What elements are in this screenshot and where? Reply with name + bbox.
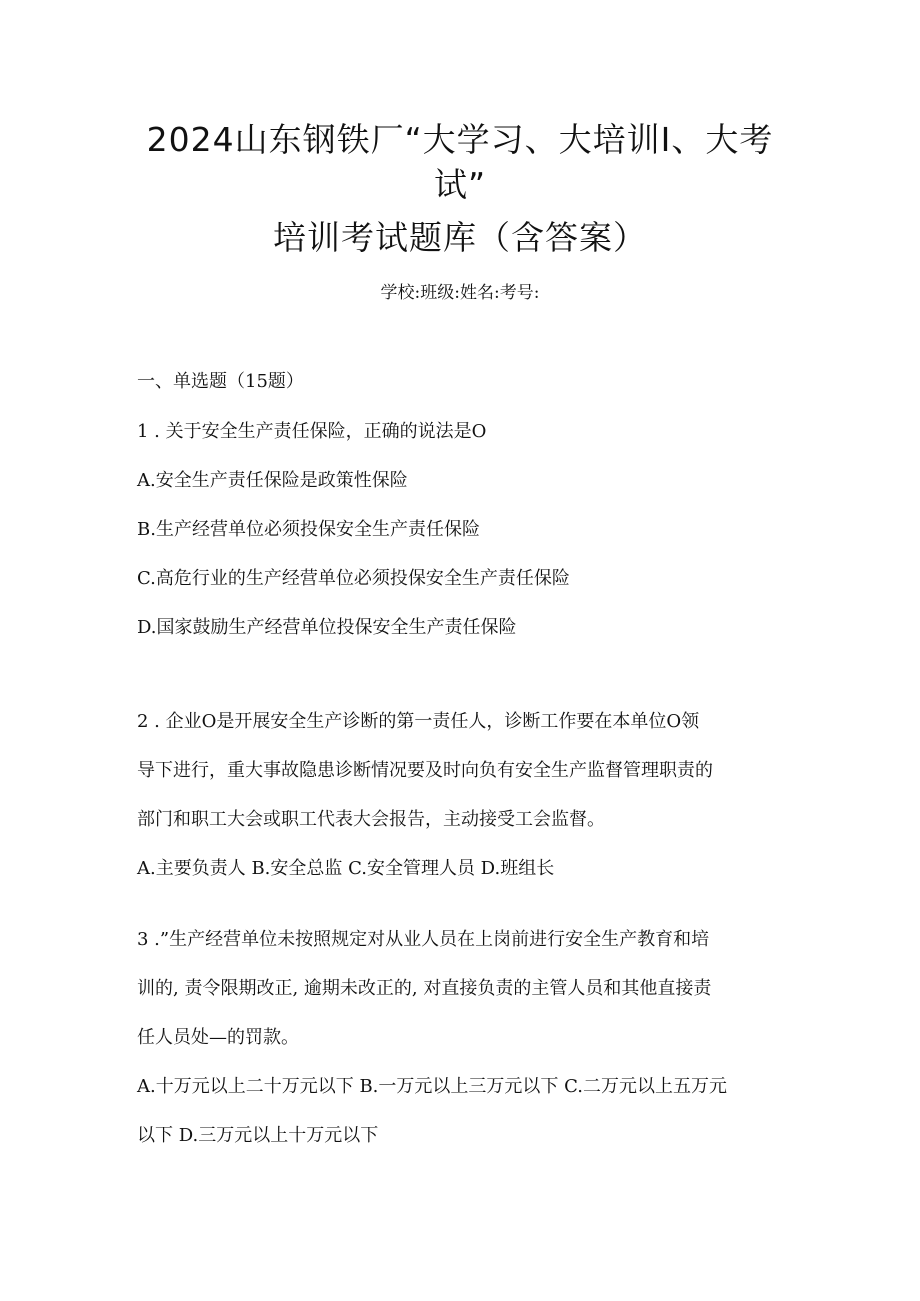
question-2-stem-line-3: 部门和职工大会或职工代表大会报告，主动接受工会监督。 [137, 809, 605, 830]
question-1-option-c: C.高危行业的生产经营单位必须投保安全生产责任保险 [137, 568, 570, 589]
question-3-stem-line-1: 3 .”生产经营单位未按照规定对从业人员在上岗前进行安全生产教育和培 [137, 929, 710, 950]
question-1-option-a: A.安全生产责任保险是政策性保险 [137, 470, 408, 491]
question-1-option-d: D.国家鼓励生产经营单位投保安全生产责任保险 [137, 617, 517, 638]
question-3-options-line-1: A.十万元以上二十万元以下 B.一万元以上三万元以下 C.二万元以上五万元 [137, 1076, 727, 1097]
question-1-stem: 1 . 关于安全生产责任保险，正确的说法是O [137, 421, 487, 442]
question-2-options: A.主要负责人 B.安全总监 C.安全管理人员 D.班组长 [137, 858, 555, 879]
document-title-line-3: 培训考试题库（含答案） [273, 218, 647, 257]
question-3-options-line-2: 以下 D.三万元以上十万元以下 [137, 1125, 379, 1146]
question-2-stem-line-1: 2 . 企业O是开展安全生产诊断的第一责任人，诊断工作要在本单位O领 [137, 711, 700, 732]
question-1-option-b: B.生产经营单位必须投保安全生产责任保险 [137, 519, 480, 540]
document-title-line-1: 2024山东钢铁厂“大学习、大培训I、大考 [146, 120, 774, 159]
document-title-line-2: 试” [433, 165, 487, 204]
student-info-line: 学校:班级:姓名:考号: [380, 283, 540, 303]
question-2-stem-line-2: 导下进行，重大事故隐患诊断情况要及时向负有安全生产监督管理职责的 [137, 760, 713, 781]
section-heading: 一、单选题（15题） [137, 371, 304, 392]
question-3-stem-line-3: 任人员处—的罚款。 [137, 1027, 299, 1048]
question-3-stem-line-2: 训的, 责令限期改正, 逾期未改正的, 对直接负责的主管人员和其他直接责 [137, 978, 712, 999]
